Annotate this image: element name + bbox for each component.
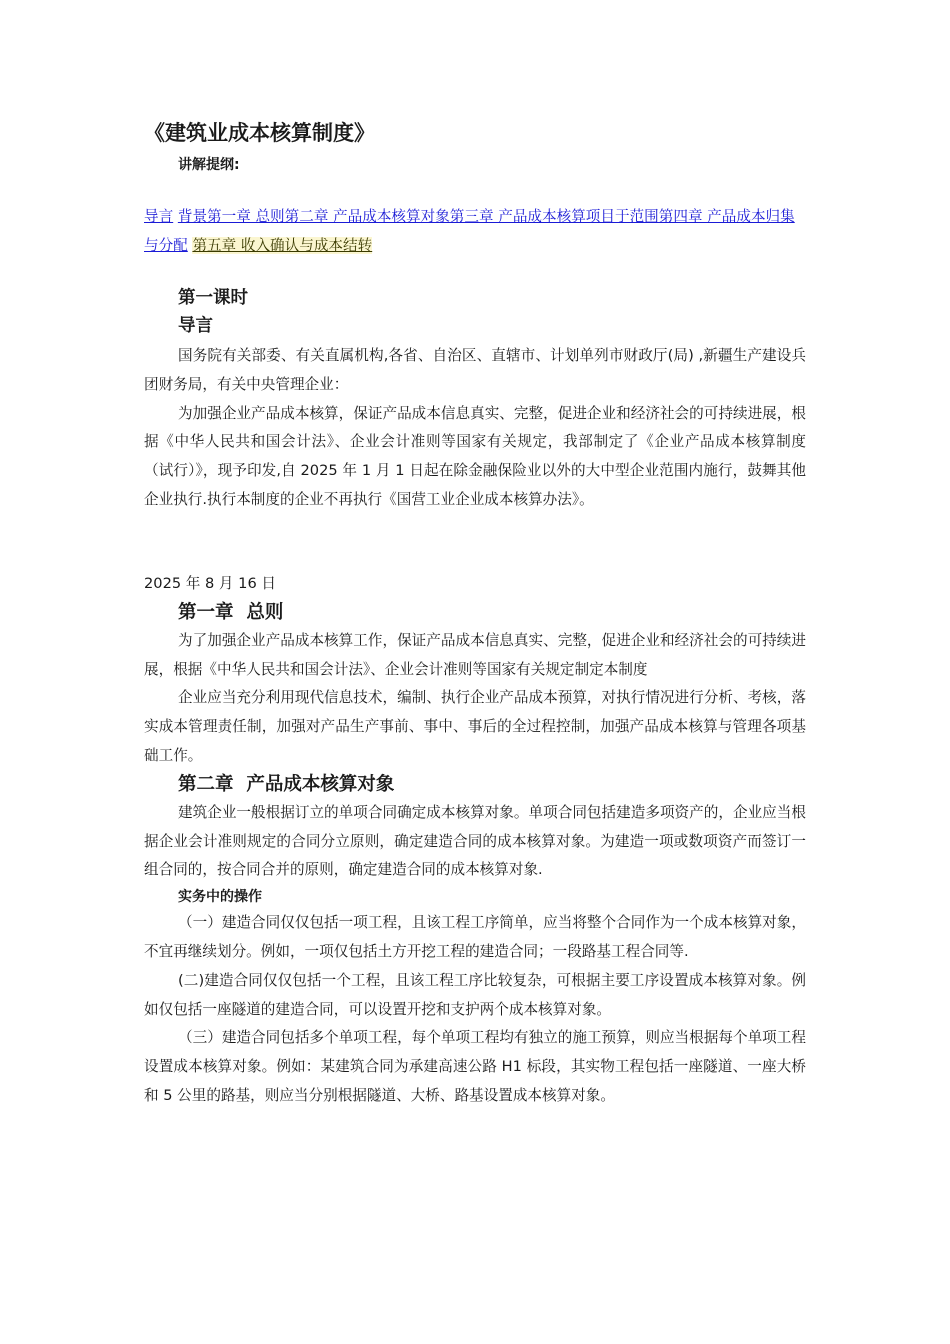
chapter2-title: 第二章 产品成本核算对象: [178, 773, 395, 795]
toc-link-intro[interactable]: 导言: [144, 208, 174, 225]
intro-title: 导言: [178, 316, 213, 336]
toc-link-chapter5[interactable]: 第五章 收入确认与成本结转: [192, 237, 373, 254]
intro-paragraph: 为加强企业产品成本核算，保证产品成本信息真实、完整，促进企业和经济社会的可持续进展，根据《中华人民共和国会计法》、企业会计准则等国家有关规定，我部制定了《企业产品成本核算制度（试行）》，现予印发,自 2025 年 1 月 1 日起在除金融保险业以外的大中型企业范围内施行，鼓舞其他企业执行.执行本制度的企业不再执行《国营工业企业成本核算办法》。: [144, 404, 806, 508]
practice-paragraph: （一）建造合同仅仅包括一项工程，且该工程工序简单，应当将整个合同作为一个成本核算对象，不宜再继续划分。例如，一项仅包括土方开挖工程的建造合同；一段路基工程合同等.: [144, 914, 806, 960]
chapter1-paragraph: 为了加强企业产品成本核算工作，保证产品成本信息真实、完整，促进企业和经济社会的可持续进展，根据《中华人民共和国会计法》、企业会计准则等国家有关规定制定本制度: [144, 631, 806, 678]
intro-paragraph: 国务院有关部委、有关直属机构,各省、自治区、直辖市、计划单列市财政厅(局) ,新疆生产建设兵团财务局，有关中央管理企业：: [144, 347, 806, 393]
practice-paragraph: (二)建造合同仅仅包括一个工程，且该工程工序比较复杂，可根据主要工序设置成本核算对象。例如仅包括一座隧道的建造合同，可以设置开挖和支护两个成本核算对象。: [144, 971, 806, 1018]
chapter2-paragraph: 建筑企业一般根据订立的单项合同确定成本核算对象。单项合同包括建造多项资产的，企业应当根据企业会计准则规定的合同分立原则，确定建造合同的成本核算对象。为建造一项或数项资产而签订一组合同的，按合同合并的原则，确定建造合同的成本核算对象.: [144, 803, 806, 879]
lesson-section: [144, 284, 806, 515]
lesson-title: 第一课时: [178, 288, 248, 308]
chapter1-section: [144, 570, 806, 1111]
chapter1-title: 第一章 总则: [178, 601, 284, 623]
document-title: 《建筑业成本核算制度》: [144, 121, 375, 145]
practice-title: 实务中的操作: [178, 889, 262, 906]
chapter1-paragraph: 企业应当充分利用现代信息技术，编制、执行企业产品成本预算，对执行情况进行分析、考核，落实成本管理责任制，加强对产品生产事前、事中、事后的全过程控制，加强产品成本核算与管理各项基础工作。: [144, 689, 806, 764]
practice-paragraph: （三）建造合同包括多个单项工程，每个单项工程均有独立的施工预算，则应当根据每个单项工程设置成本核算对象。例如：某建筑合同为承建高速公路 H1 标段，其实物工程包括一座隧道、一座大桥和 5 公里的路基，则应当分别根据隧道、大桥、路基设置成本核算对象。: [144, 1029, 806, 1104]
toc-link-chapters[interactable]: 背景第一章 总则第二章 产品成本核算对象第三章 产品成本核算项目于范围第四章 产品成本归集与分配: [144, 208, 795, 254]
document-date: 2025 年 8 月 16 日: [144, 575, 276, 592]
table-of-contents: [144, 202, 806, 260]
outline-label: 讲解提纲:: [178, 157, 240, 173]
